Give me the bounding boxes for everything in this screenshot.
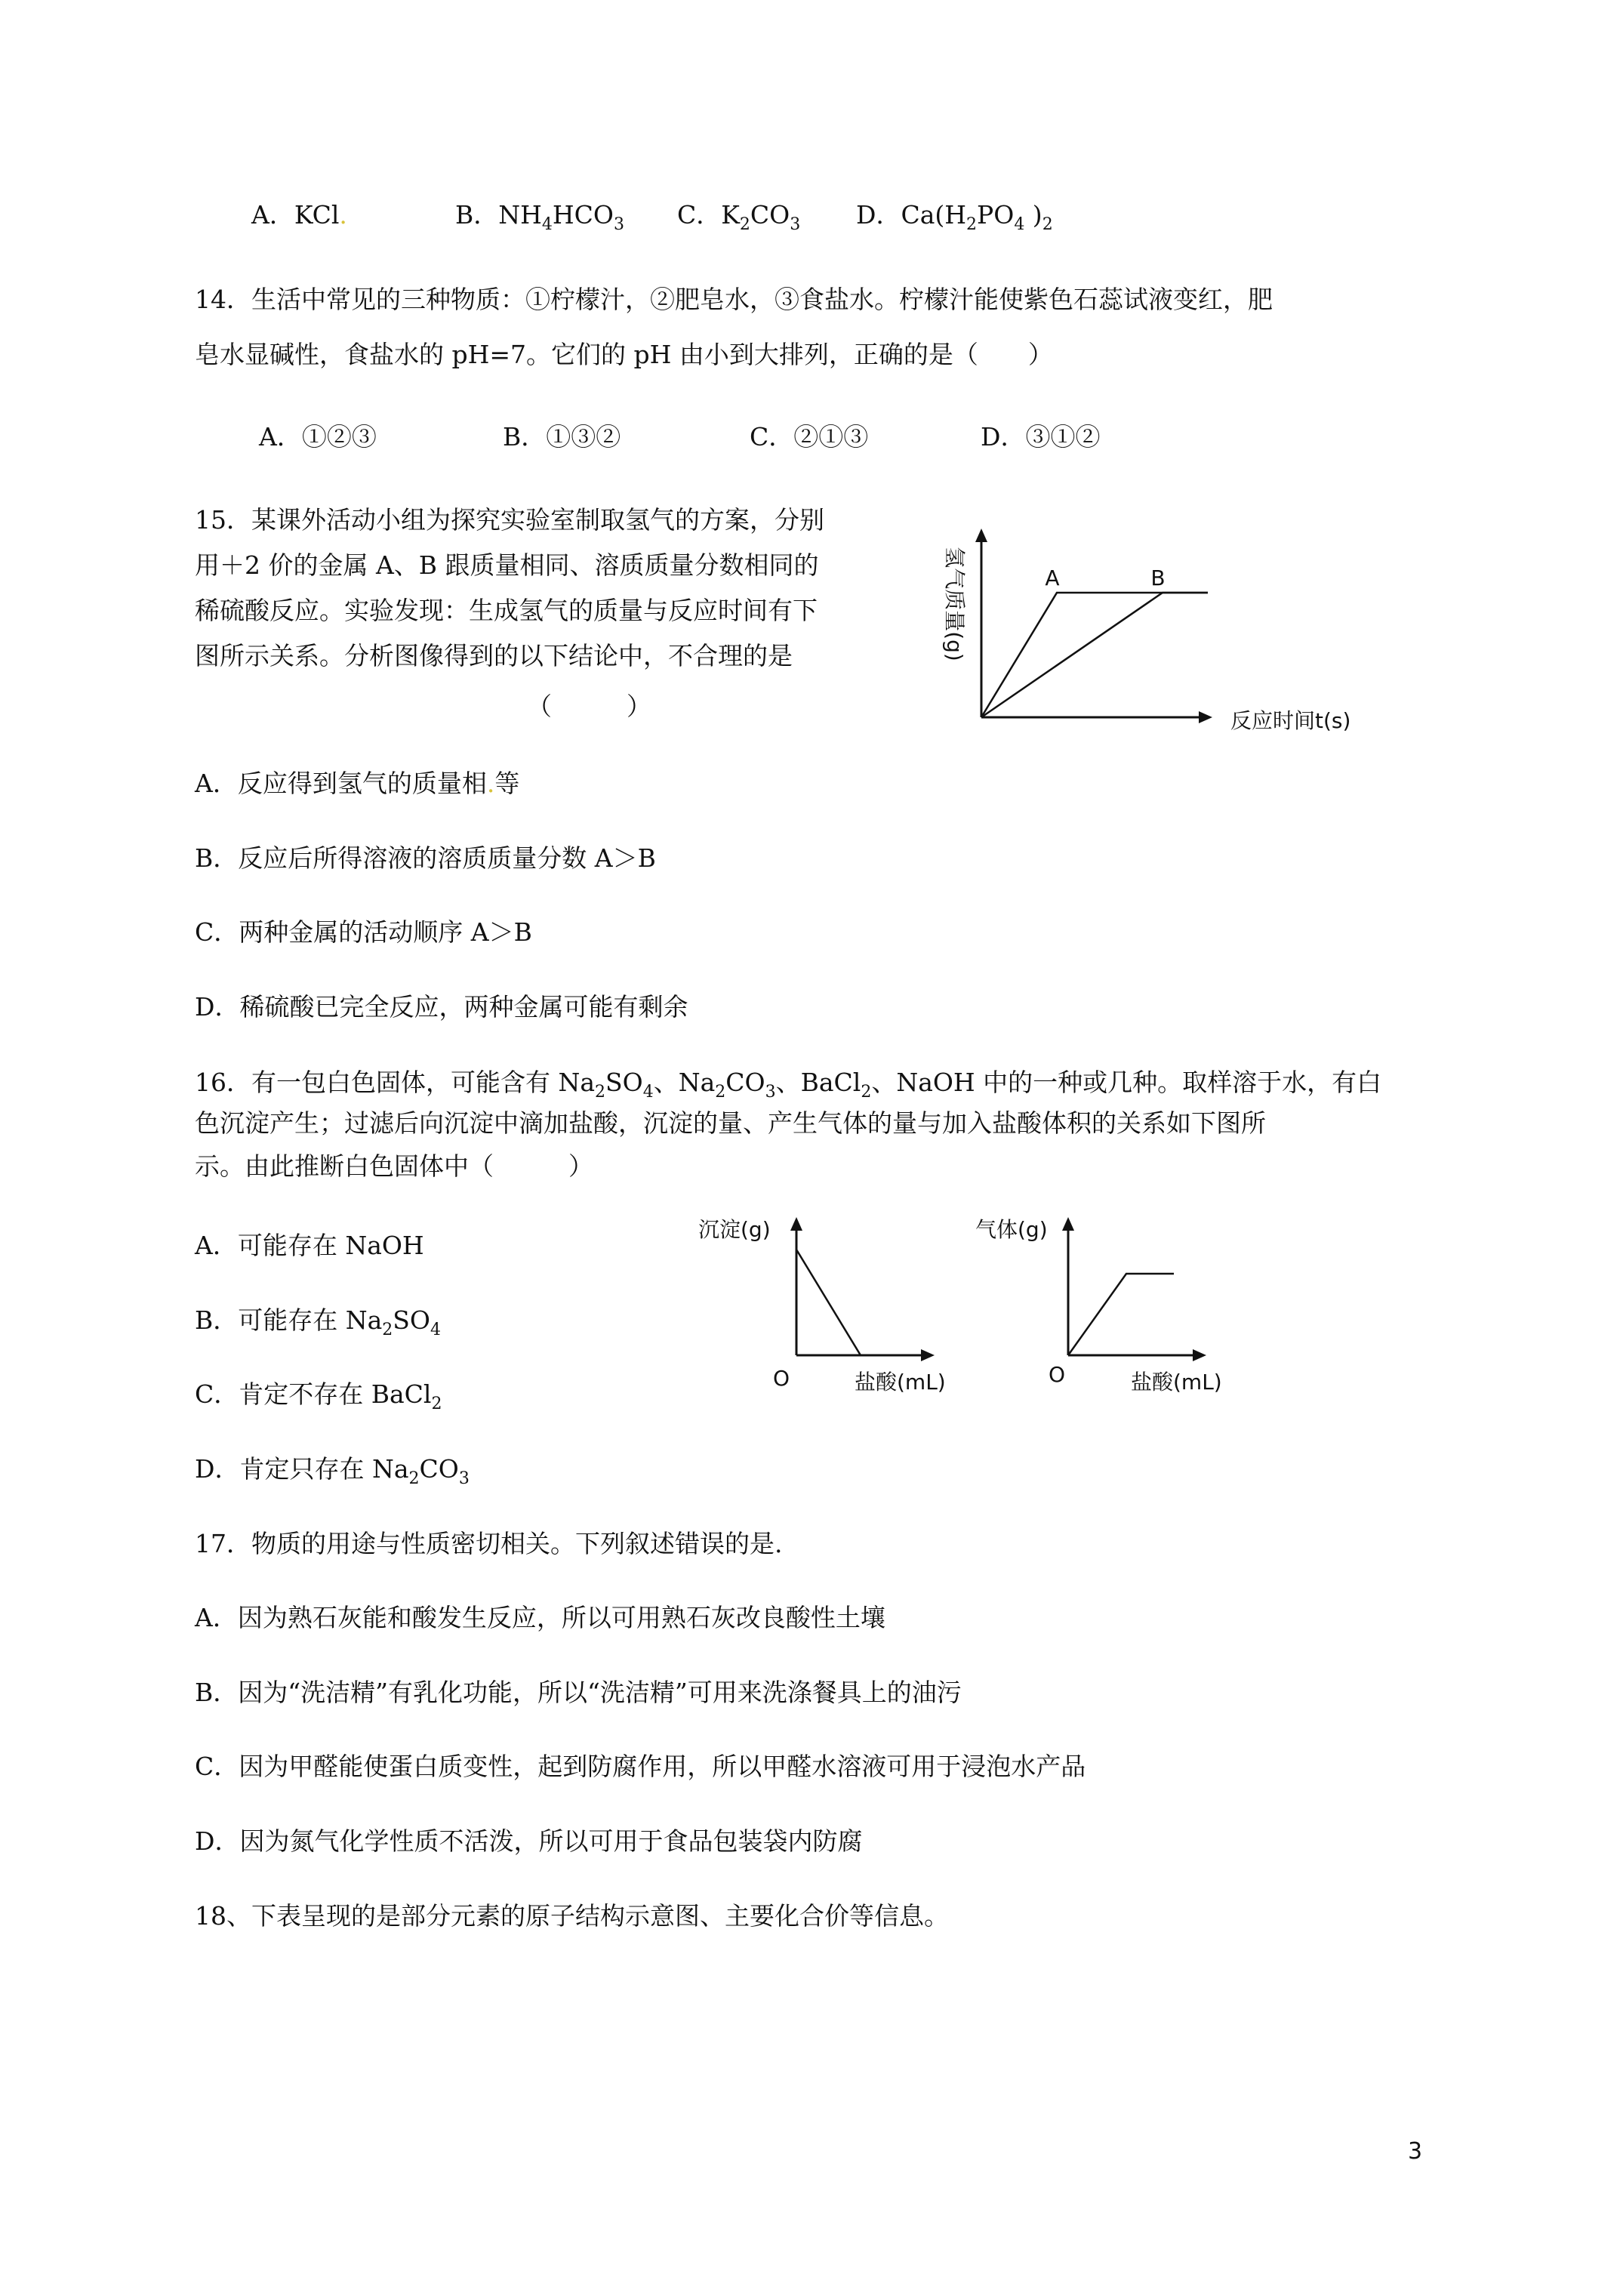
q15-option-d: D．稀硫酸已完全反应，两种金属可能有剩余: [195, 992, 688, 1022]
q15-stem-line1: 15．某课外活动小组为探究实验室制取氢气的方案，分别: [195, 505, 824, 535]
q16-stem-line1: 16．有一包白色固体，可能含有 $Na_2SO_4$、$Na_2CO_3$、BaCl$_2$、NaOH 中的一种或几种。取样溶于水，有白: [195, 1068, 1382, 1102]
q14-option-a: A．①②③: [259, 422, 377, 451]
precip-chart-y-arrow: [790, 1217, 802, 1231]
h2-chart-y-arrow: [975, 529, 987, 542]
q16-stem-line3: 示。由此推断白色固体中（ ）: [195, 1151, 593, 1181]
q14-stem-line1: 14．生活中常见的三种物质：①柠檬汁，②肥皂水，③食盐水。柠檬汁能使紫色石蕊试液变红，肥: [195, 285, 1273, 314]
q15-option-a: A．反应得到氢气的质量相.等: [195, 769, 520, 798]
q14-option-c: C．②①③: [750, 422, 869, 451]
q16-option-a: A．可能存在 NaOH: [195, 1231, 424, 1260]
precip-x-axis-label: 盐酸(mL): [855, 1370, 946, 1395]
q16-option-b: B．可能存在 $Na_2SO_4$: [195, 1305, 441, 1339]
gas-series-line: [1068, 1274, 1174, 1355]
q16-stem-line2: 色沉淀产生；过滤后向沉淀中滴加盐酸，沉淀的量、产生气体的量与加入盐酸体积的关系如下图所: [195, 1108, 1266, 1138]
gas-chart-y-arrow: [1062, 1217, 1074, 1231]
precip-chart-x-arrow: [921, 1349, 935, 1361]
q15-stem-line3: 稀硫酸反应。实验发现：生成氢气的质量与反应时间有下: [195, 596, 818, 625]
q17-option-c: C．因为甲醛能使蛋白质变性，起到防腐作用，所以甲醛水溶液可用于浸泡水产品: [195, 1752, 1086, 1781]
q15-stem-line2: 用＋2 价的金属 A、B 跟质量相同、溶质质量分数相同的: [195, 550, 819, 580]
gas-chart-x-arrow: [1193, 1349, 1206, 1361]
gas-origin-label: O: [1048, 1362, 1066, 1387]
precipitate-chart: [694, 1204, 974, 1412]
q14-stem-line2: 皂水显碱性，食盐水的 pH=7。它们的 pH 由小到大排列，正确的是（ ）: [195, 340, 1053, 369]
gas-chart: [966, 1204, 1246, 1412]
q17-stem: 17．物质的用途与性质密切相关。下列叙述错误的是.: [195, 1529, 783, 1558]
q13-option-b: B．$NH_4HCO_3$: [455, 200, 624, 234]
h2-y-axis-label: 氢气质量(g): [942, 547, 967, 661]
precip-origin-label: O: [772, 1366, 790, 1391]
q13-option-c: C．$K_2CO_3$: [677, 200, 801, 234]
gas-x-axis-label: 盐酸(mL): [1131, 1370, 1222, 1395]
q13-option-a: A．KCl.: [251, 200, 347, 230]
gas-y-axis-label: 气体(g): [975, 1217, 1048, 1242]
hydrogen-mass-chart: [929, 521, 1412, 751]
page-number: 3: [1408, 2138, 1423, 2165]
h2-series-B-line: [981, 593, 1208, 717]
q17-option-b: B．因为“洗洁精”有乳化功能，所以“洗洁精”可用来洗涤餐具上的油污: [195, 1678, 962, 1707]
q15-option-b: B．反应后所得溶液的溶质质量分数 A＞B: [195, 843, 656, 873]
h2-series-b-label: B: [1150, 566, 1166, 590]
q15-option-c: C．两种金属的活动顺序 A＞B: [195, 917, 532, 947]
precip-y-axis-label: 沉淀(g): [698, 1217, 771, 1242]
q14-option-d: D．③①②: [981, 422, 1101, 451]
q17-option-d: D．因为氮气化学性质不活泼，所以可用于食品包装袋内防腐: [195, 1826, 863, 1856]
q15-answer-blank: （ ）: [527, 692, 651, 721]
q13-option-d: D．$Ca(H_2PO_4$ )$_2$: [856, 200, 1053, 234]
q17-option-a: A．因为熟石灰能和酸发生反应，所以可用熟石灰改良酸性土壤: [195, 1603, 885, 1632]
q16-option-c: C．肯定不存在 BaCl$_2$: [195, 1379, 442, 1413]
q14-option-b: B．①③②: [503, 422, 621, 451]
q16-option-d: D．肯定只存在 $Na_2CO_3$: [195, 1454, 470, 1488]
h2-x-axis-label: 反应时间t(s): [1230, 708, 1351, 733]
precip-series-line: [796, 1250, 861, 1355]
q15-stem-line4: 图所示关系。分析图像得到的以下结论中，不合理的是: [195, 641, 793, 670]
h2-series-A-line: [981, 593, 1208, 717]
h2-series-a-label: A: [1045, 566, 1060, 590]
q18-stem: 18、下表呈现的是部分元素的原子结构示意图、主要化合价等信息。: [195, 1901, 949, 1931]
h2-chart-x-arrow: [1199, 711, 1212, 723]
